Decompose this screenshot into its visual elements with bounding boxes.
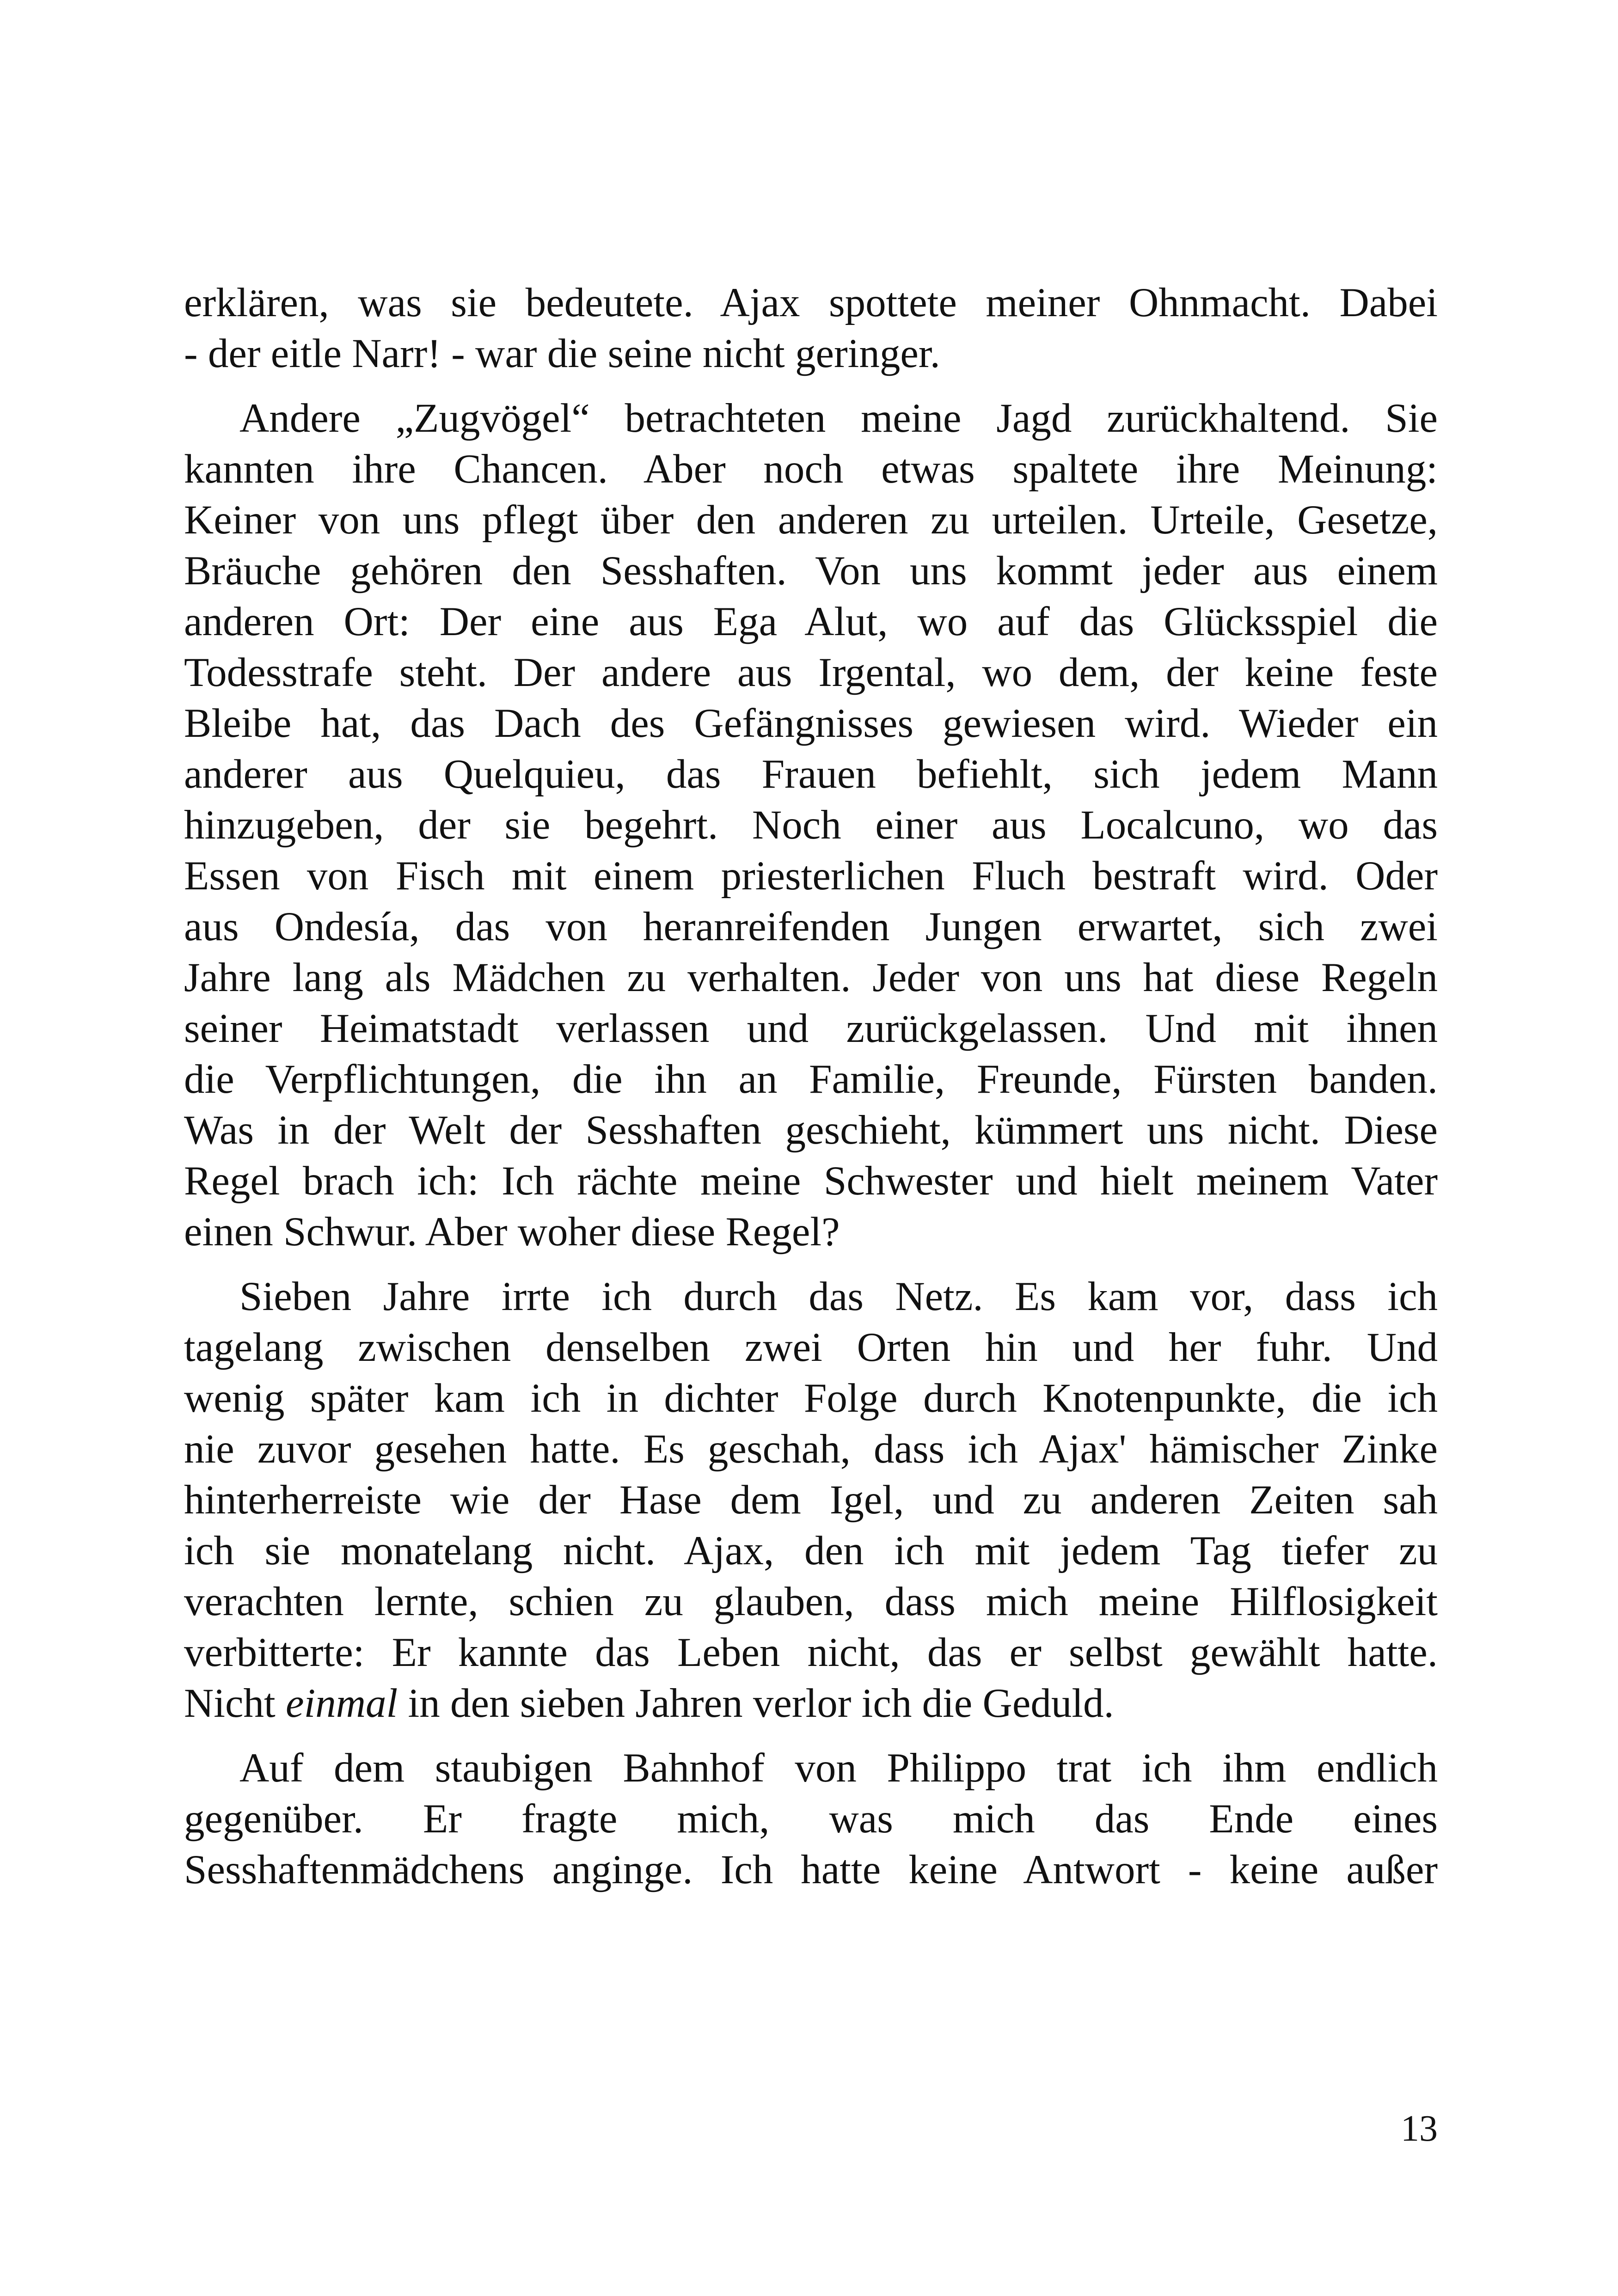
text-line: verbitterte: Er kannte das Leben nicht, das er selbst gewählt hatte. — [184, 1630, 1438, 1675]
text-line-content: Andere „Zugvögel“ betrachteten meine Jagd zurückhaltend. Sie — [239, 396, 1438, 441]
text-fragment: Nicht — [184, 1681, 286, 1726]
text-line: hinzugeben, der sie begehrt. Noch einer aus Localcuno, wo das — [184, 802, 1438, 848]
text-line: ich sie monatelang nicht. Ajax, den ich mit jedem Tag tiefer zu — [184, 1528, 1438, 1574]
text-line: seiner Heimatstadt verlassen und zurückgelassen. Und mit ihnen — [184, 1006, 1438, 1051]
text-line-content: Sieben Jahre irrte ich durch das Netz. Es kam vor, dass ich — [239, 1274, 1438, 1319]
text-line: Keiner von uns pflegt über den anderen zu urteilen. Urteile, Gesetze, — [184, 497, 1438, 543]
text-line: kannten ihre Chancen. Aber noch etwas spaltete ihre Meinung: — [184, 447, 1438, 492]
text-line: hinterherreiste wie der Hase dem Igel, und zu anderen Zeiten sah — [184, 1477, 1438, 1523]
text-line: erklären, was sie bedeutete. Ajax spottete meiner Ohnmacht. Dabei — [184, 280, 1438, 325]
text-line: aus Ondesía, das von heranreifenden Jungen erwartet, sich zwei — [184, 904, 1438, 949]
text-line: anderen Ort: Der eine aus Ega Alut, wo auf das Glücksspiel die — [184, 599, 1438, 644]
text-line: die Verpflichtungen, die ihn an Familie, Freunde, Fürsten banden. — [184, 1057, 1438, 1102]
text-line — [184, 1743, 1438, 1794]
text-line — [184, 393, 1438, 444]
text-line: Was in der Welt der Sesshaften geschieht, kümmert uns nicht. Diese — [184, 1108, 1438, 1153]
text-line — [184, 1271, 1438, 1322]
text-line: gegenüber. Er fragte mich, was mich das Ende eines — [184, 1796, 1438, 1842]
paragraph-1 — [184, 277, 1438, 379]
text-line: verachten lernte, schien zu glauben, dass mich meine Hilflosigkeit — [184, 1579, 1438, 1624]
text-line: Regel brach ich: Ich rächte meine Schwester und hielt meinem Vater — [184, 1158, 1438, 1204]
text-line — [184, 1678, 1438, 1729]
text-line: Bleibe hat, das Dach des Gefängnisses gewiesen wird. Wieder ein — [184, 701, 1438, 746]
text-line: Jahre lang als Mädchen zu verhalten. Jeder von uns hat diese Regeln — [184, 955, 1438, 1000]
text-line: Sesshaftenmädchens anginge. Ich hatte keine Antwort - keine außer — [184, 1847, 1438, 1892]
text-line: Bräuche gehören den Sesshaften. Von uns kommt jeder aus einem — [184, 548, 1438, 594]
paragraph-4 — [184, 1743, 1438, 1895]
text-line: wenig später kam ich in dichter Folge durch Knotenpunkte, die ich — [184, 1376, 1438, 1421]
body-text — [184, 277, 1438, 1895]
emphasized-word: einmal — [285, 1681, 398, 1726]
text-line: anderer aus Quelquieu, das Frauen befiehlt, sich jedem Mann — [184, 752, 1438, 797]
text-line: tagelang zwischen denselben zwei Orten hin und her fuhr. Und — [184, 1325, 1438, 1370]
paragraph-3 — [184, 1271, 1438, 1729]
page-number: 13 — [1401, 2108, 1438, 2149]
text-line: einen Schwur. Aber woher diese Regel? — [184, 1209, 840, 1255]
text-line: nie zuvor gesehen hatte. Es geschah, dass ich Ajax' hämischer Zinke — [184, 1427, 1438, 1472]
text-fragment: in den sieben Jahren verlor ich die Geduld. — [398, 1681, 1114, 1726]
paragraph-2 — [184, 393, 1438, 1257]
text-line: Essen von Fisch mit einem priesterlichen Fluch bestraft wird. Oder — [184, 853, 1438, 899]
text-line: - der eitle Narr! - war die seine nicht geringer. — [184, 331, 940, 376]
text-line: Todesstrafe steht. Der andere aus Irgental, wo dem, der keine feste — [184, 650, 1438, 695]
text-line-content: Auf dem staubigen Bahnhof von Philippo trat ich ihm endlich — [239, 1745, 1438, 1791]
